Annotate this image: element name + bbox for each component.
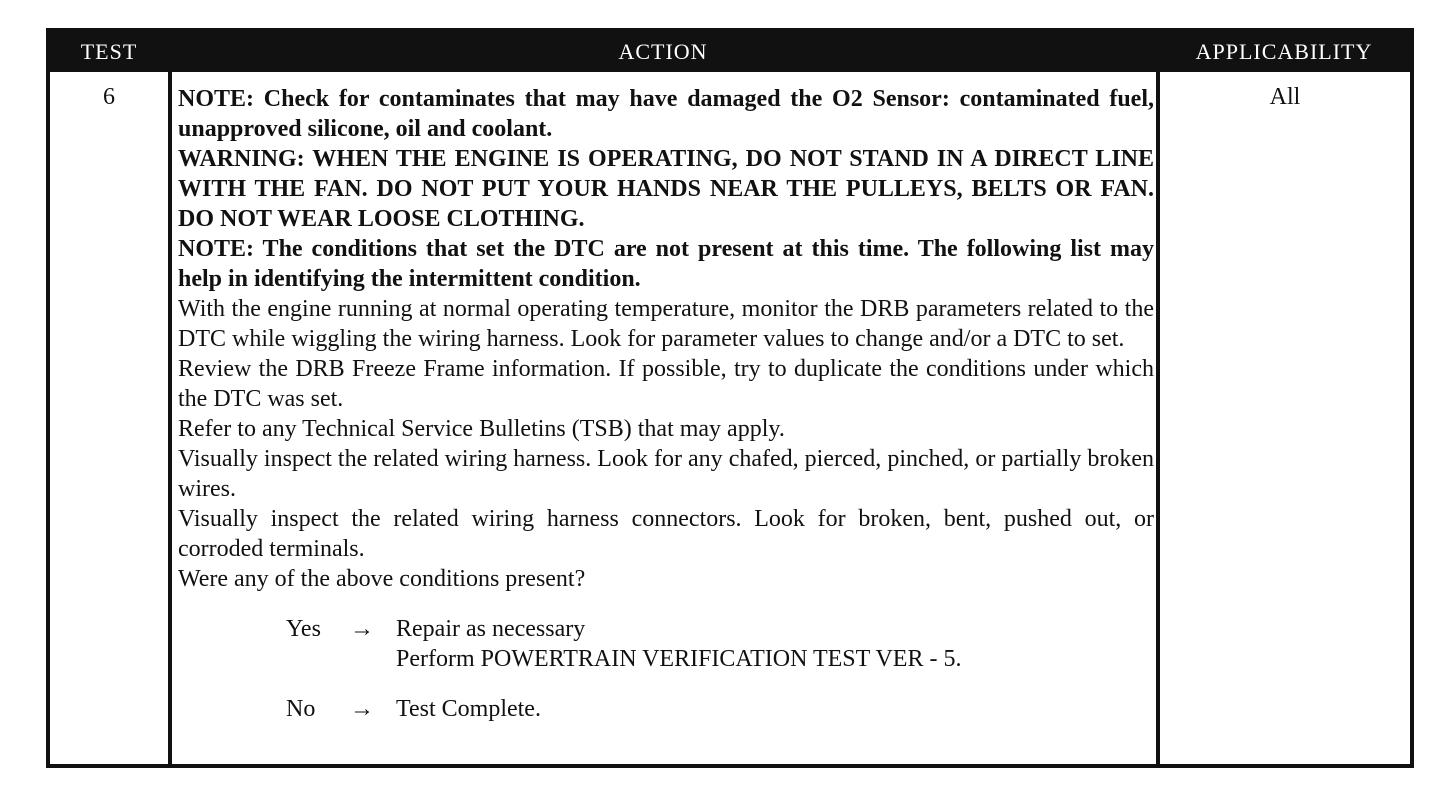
instruction-paragraph: With the engine running at normal operating temperature, monitor the DRB parameters related to the DTC while wiggling the wiring harness. Look for parameter values to change and/or a DTC to set. xyxy=(178,296,1154,352)
header-action: ACTION xyxy=(618,39,708,64)
instruction-paragraph: Refer to any Technical Service Bulletins (TSB) that may apply. xyxy=(178,416,785,442)
table-header xyxy=(50,32,1410,72)
diagnostic-table xyxy=(46,28,1414,768)
outcome-result-line: Perform POWERTRAIN VERIFICATION TEST VER - 5. xyxy=(396,646,962,672)
header-applicability: APPLICABILITY xyxy=(1195,39,1373,64)
instruction-paragraph: Visually inspect the related wiring harness connectors. Look for broken, bent, pushed out, or corroded terminals. xyxy=(178,506,1154,562)
header-test: TEST xyxy=(80,39,138,64)
outcome-no xyxy=(286,694,1154,724)
outcome-result xyxy=(396,614,1154,674)
action-cell xyxy=(178,84,1154,724)
outcome-yes xyxy=(286,614,1154,674)
note-paragraph: NOTE: The conditions that set the DTC are not present at this time. The following list may help in identifying the intermittent condition. xyxy=(178,236,1154,292)
instruction-paragraph: Visually inspect the related wiring harness. Look for any chafed, pierced, pinched, or partially broken wires. xyxy=(178,446,1154,502)
arrow-right-icon: → xyxy=(350,696,374,722)
column-divider xyxy=(1156,72,1160,764)
test-number: 6 xyxy=(103,84,115,110)
column-divider xyxy=(168,72,172,764)
outcome-result xyxy=(396,694,1154,724)
outcome-result-line: Test Complete. xyxy=(396,696,541,722)
note-paragraph: NOTE: Check for contaminates that may have damaged the O2 Sensor: contaminated fuel, unapproved silicone, oil and coolant. xyxy=(178,86,1154,142)
outcome-result-line: Repair as necessary xyxy=(396,616,586,642)
outcome-answer: Yes xyxy=(286,616,321,642)
applicability-value: All xyxy=(1269,84,1301,110)
outcome-answer: No xyxy=(286,696,316,722)
question-paragraph: Were any of the above conditions present? xyxy=(178,566,586,592)
arrow-right-icon: → xyxy=(350,616,374,642)
instruction-paragraph: Review the DRB Freeze Frame information. If possible, try to duplicate the conditions under which the DTC was set. xyxy=(178,356,1154,412)
warning-paragraph: WARNING: WHEN THE ENGINE IS OPERATING, DO NOT STAND IN A DIRECT LINE WITH THE FAN. DO NOT PUT YOUR HANDS NEAR THE PULLEYS, BELTS OR FAN. DO NOT WEAR LOOSE CLOTHING. xyxy=(178,146,1154,232)
